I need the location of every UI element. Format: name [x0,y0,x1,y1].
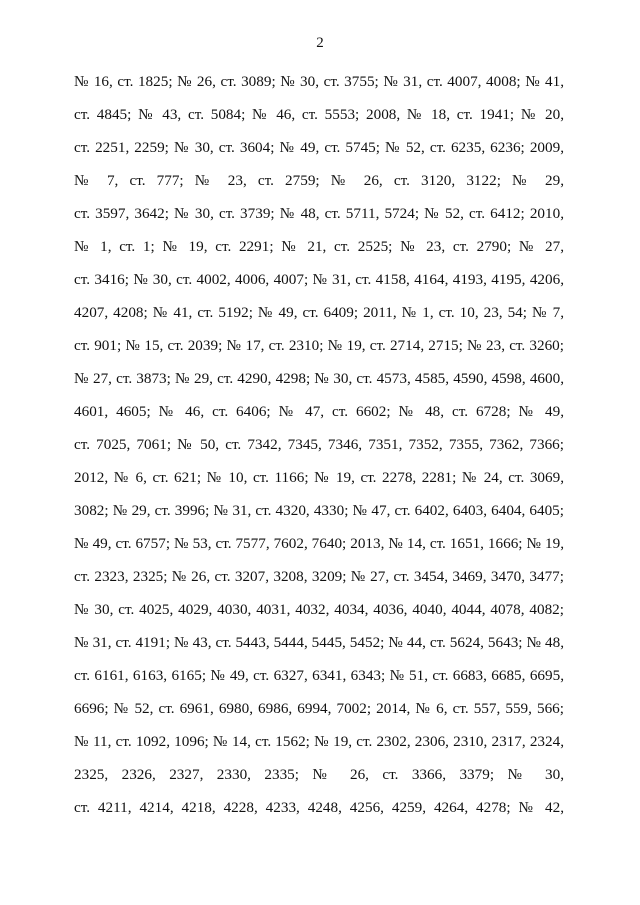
text-line: № 11, ст. 1092, 1096; № 14, ст. 1562; № 19, ст. 2302, 2306, 2310, 2317, 2324, [74,733,564,750]
text-line: 4207, 4208; № 41, ст. 5192; № 49, ст. 6409; 2011, № 1, ст. 10, 23, 54; № 7, [74,304,564,321]
text-line: ст. 2251, 2259; № 30, ст. 3604; № 49, ст. 5745; № 52, ст. 6235, 6236; 2009, [74,139,564,156]
text-line: ст. 3416; № 30, ст. 4002, 4006, 4007; № 31, ст. 4158, 4164, 4193, 4195, 4206, [74,271,564,288]
text-line: 4601, 4605; № 46, ст. 6406; № 47, ст. 6602; № 48, ст. 6728; № 49, [74,403,564,420]
text-line: № 16, ст. 1825; № 26, ст. 3089; № 30, ст. 3755; № 31, ст. 4007, 4008; № 41, [74,73,564,90]
text-line: № 30, ст. 4025, 4029, 4030, 4031, 4032, 4034, 4036, 4040, 4044, 4078, 4082; [74,601,564,618]
page-number: 2 [316,35,324,51]
text-line: 2012, № 6, ст. 621; № 10, ст. 1166; № 19, ст. 2278, 2281; № 24, ст. 3069, [74,469,564,486]
text-line: № 27, ст. 3873; № 29, ст. 4290, 4298; № 30, ст. 4573, 4585, 4590, 4598, 4600, [74,370,564,387]
text-line: ст. 3597, 3642; № 30, ст. 3739; № 48, ст. 5711, 5724; № 52, ст. 6412; 2010, [74,205,564,222]
document-body-text [74,65,564,824]
text-line: ст. 4211, 4214, 4218, 4228, 4233, 4248, 4256, 4259, 4264, 4278; № 42, [74,799,564,816]
text-line: № 31, ст. 4191; № 43, ст. 5443, 5444, 5445, 5452; № 44, ст. 5624, 5643; № 48, [74,634,564,651]
text-line: 3082; № 29, ст. 3996; № 31, ст. 4320, 4330; № 47, ст. 6402, 6403, 6404, 6405; [74,502,564,519]
text-line: ст. 7025, 7061; № 50, ст. 7342, 7345, 7346, 7351, 7352, 7355, 7362, 7366; [74,436,564,453]
text-line: № 49, ст. 6757; № 53, ст. 7577, 7602, 7640; 2013, № 14, ст. 1651, 1666; № 19, [74,535,564,552]
text-line: ст. 901; № 15, ст. 2039; № 17, ст. 2310; № 19, ст. 2714, 2715; № 23, ст. 3260; [74,337,564,354]
text-line: 2325, 2326, 2327, 2330, 2335; № 26, ст. 3366, 3379; № 30, [74,766,564,783]
text-line: ст. 4845; № 43, ст. 5084; № 46, ст. 5553; 2008, № 18, ст. 1941; № 20, [74,106,564,123]
text-line: 6696; № 52, ст. 6961, 6980, 6986, 6994, 7002; 2014, № 6, ст. 557, 559, 566; [74,700,564,717]
text-line: ст. 6161, 6163, 6165; № 49, ст. 6327, 6341, 6343; № 51, ст. 6683, 6685, 6695, [74,667,564,684]
text-line: ст. 2323, 2325; № 26, ст. 3207, 3208, 3209; № 27, ст. 3454, 3469, 3470, 3477; [74,568,564,585]
text-line: № 7, ст. 777; № 23, ст. 2759; № 26, ст. 3120, 3122; № 29, [74,172,564,189]
text-line: № 1, ст. 1; № 19, ст. 2291; № 21, ст. 2525; № 23, ст. 2790; № 27, [74,238,564,255]
